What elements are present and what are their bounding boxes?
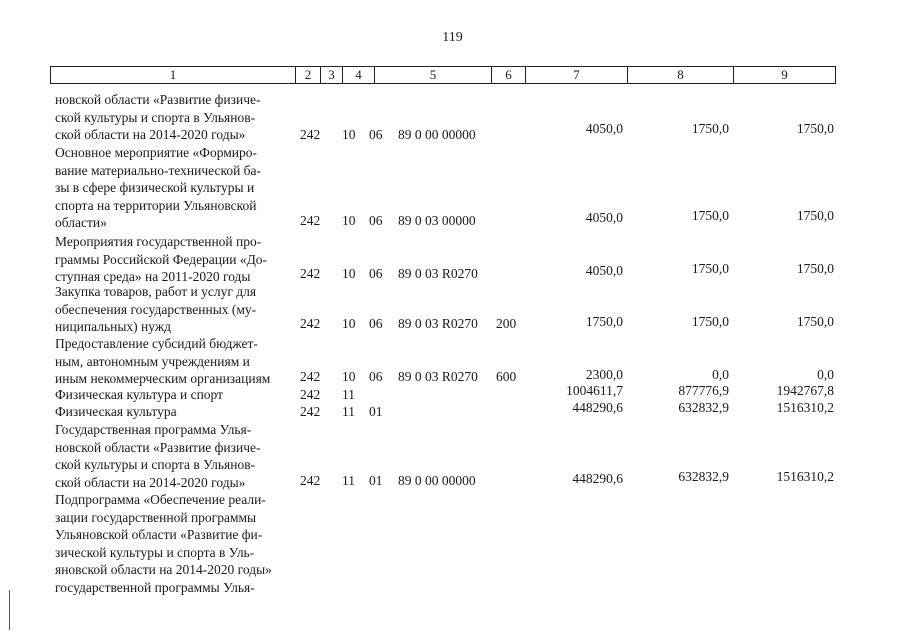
cell-col-9: 1750,0 xyxy=(796,121,834,136)
cell-col-9: 1750,0 xyxy=(796,314,834,329)
cell-col-2: 242 xyxy=(300,473,321,488)
cell-col-3: 10 xyxy=(342,127,356,142)
margin-mark xyxy=(9,590,10,630)
cell-col-9: 1516310,2 xyxy=(776,400,834,415)
cell-col-7: 1750,0 xyxy=(585,314,623,329)
cell-col-5: 89 0 00 00000 xyxy=(398,473,476,488)
row-description: Подпрограмма «Обеспечение реали- зации государственной программы Ульяновской области «Развитие фи- зической культуры и спорта в Уль- яновской области на 2014-2020 годы» государственной программы Улья- xyxy=(55,492,272,595)
row-description: Физическая культура и спорт xyxy=(55,387,224,402)
cell-col-2: 242 xyxy=(300,404,321,419)
cell-col-8: 0,0 xyxy=(712,367,729,382)
row-description: Государственная программа Улья- новской области «Развитие физиче- ской культуры и спорта в Ульянов- ской области на 2014-2020 годы» xyxy=(55,422,261,490)
cell-col-3: 11 xyxy=(342,387,355,402)
header-col-6: 6 xyxy=(492,67,526,83)
cell-col-5: 89 0 03 R0270 xyxy=(398,369,478,384)
cell-col-2: 242 xyxy=(300,387,321,402)
table-header xyxy=(50,66,836,84)
cell-col-8: 1750,0 xyxy=(691,314,729,329)
cell-col-7: 448290,6 xyxy=(572,471,623,486)
row-description: Предоставление субсидий бюджет- ным, автономным учреждениям и иным некоммерческим организациям xyxy=(55,336,271,387)
row-description: Закупка товаров, работ и услуг для обеспечения государственных (му- ниципальных) нужд xyxy=(55,284,257,335)
cell-col-3: 10 xyxy=(342,213,356,228)
cell-col-4: 06 xyxy=(369,369,383,384)
cell-col-4: 01 xyxy=(369,404,383,419)
header-col-9: 9 xyxy=(781,67,788,82)
cell-col-4: 06 xyxy=(369,316,383,331)
cell-col-5: 89 0 00 00000 xyxy=(398,127,476,142)
header-col-4: 4 xyxy=(343,67,375,83)
cell-col-4: 06 xyxy=(369,127,383,142)
cell-col-8: 632832,9 xyxy=(678,400,729,415)
header-col-7: 7 xyxy=(526,67,628,83)
cell-col-4: 01 xyxy=(369,473,383,488)
cell-col-9: 1516310,2 xyxy=(776,469,834,484)
cell-col-8: 1750,0 xyxy=(691,261,729,276)
cell-col-5: 89 0 03 R0270 xyxy=(398,266,478,281)
cell-col-8: 1750,0 xyxy=(691,208,729,223)
cell-col-3: 11 xyxy=(342,404,355,419)
cell-col-2: 242 xyxy=(300,266,321,281)
cell-col-4: 06 xyxy=(369,266,383,281)
cell-col-7: 2300,0 xyxy=(585,367,623,382)
cell-col-8: 877776,9 xyxy=(678,383,729,398)
cell-col-7: 448290,6 xyxy=(572,400,623,415)
cell-col-5: 89 0 03 00000 xyxy=(398,213,476,228)
cell-col-3: 10 xyxy=(342,316,356,331)
cell-col-7: 4050,0 xyxy=(585,121,623,136)
header-col-1: 1 xyxy=(51,67,296,83)
header-col-2: 2 xyxy=(296,67,321,83)
cell-col-2: 242 xyxy=(300,127,321,142)
header-col-5: 5 xyxy=(375,67,492,83)
row-description: Мероприятия государственной про- граммы Российской Федерации «До- ступная среда» на 2011-2020 годы xyxy=(55,234,268,285)
cell-col-2: 242 xyxy=(300,316,321,331)
cell-col-3: 10 xyxy=(342,369,356,384)
cell-col-6: 200 xyxy=(496,316,517,331)
cell-col-9: 1750,0 xyxy=(796,208,834,223)
cell-col-2: 242 xyxy=(300,369,321,384)
cell-col-7: 4050,0 xyxy=(585,263,623,278)
cell-col-3: 10 xyxy=(342,266,356,281)
cell-col-4: 06 xyxy=(369,213,383,228)
cell-col-5: 89 0 03 R0270 xyxy=(398,316,478,331)
header-col-3: 3 xyxy=(321,67,343,83)
cell-col-9: 0,0 xyxy=(817,367,834,382)
row-description: Физическая культура xyxy=(55,404,177,419)
cell-col-2: 242 xyxy=(300,213,321,228)
row-description: новской области «Развитие физиче- ской культуры и спорта в Ульянов- ской области на 2014-2020 годы» xyxy=(55,92,261,143)
cell-col-7: 1004611,7 xyxy=(566,383,623,398)
row-description: Основное мероприятие «Формиро- вание материально-технической ба- зы в сфере физической культуры и спорта на территории Ульяновской области» xyxy=(55,145,262,231)
cell-col-8: 1750,0 xyxy=(691,121,729,136)
cell-col-9: 1942767,8 xyxy=(776,383,834,398)
cell-col-3: 11 xyxy=(342,473,355,488)
cell-col-6: 600 xyxy=(496,369,517,384)
page-number: 119 xyxy=(442,30,463,45)
header-col-8: 8 xyxy=(628,67,734,83)
cell-col-8: 632832,9 xyxy=(678,469,729,484)
cell-col-9: 1750,0 xyxy=(796,261,834,276)
cell-col-7: 4050,0 xyxy=(585,210,623,225)
